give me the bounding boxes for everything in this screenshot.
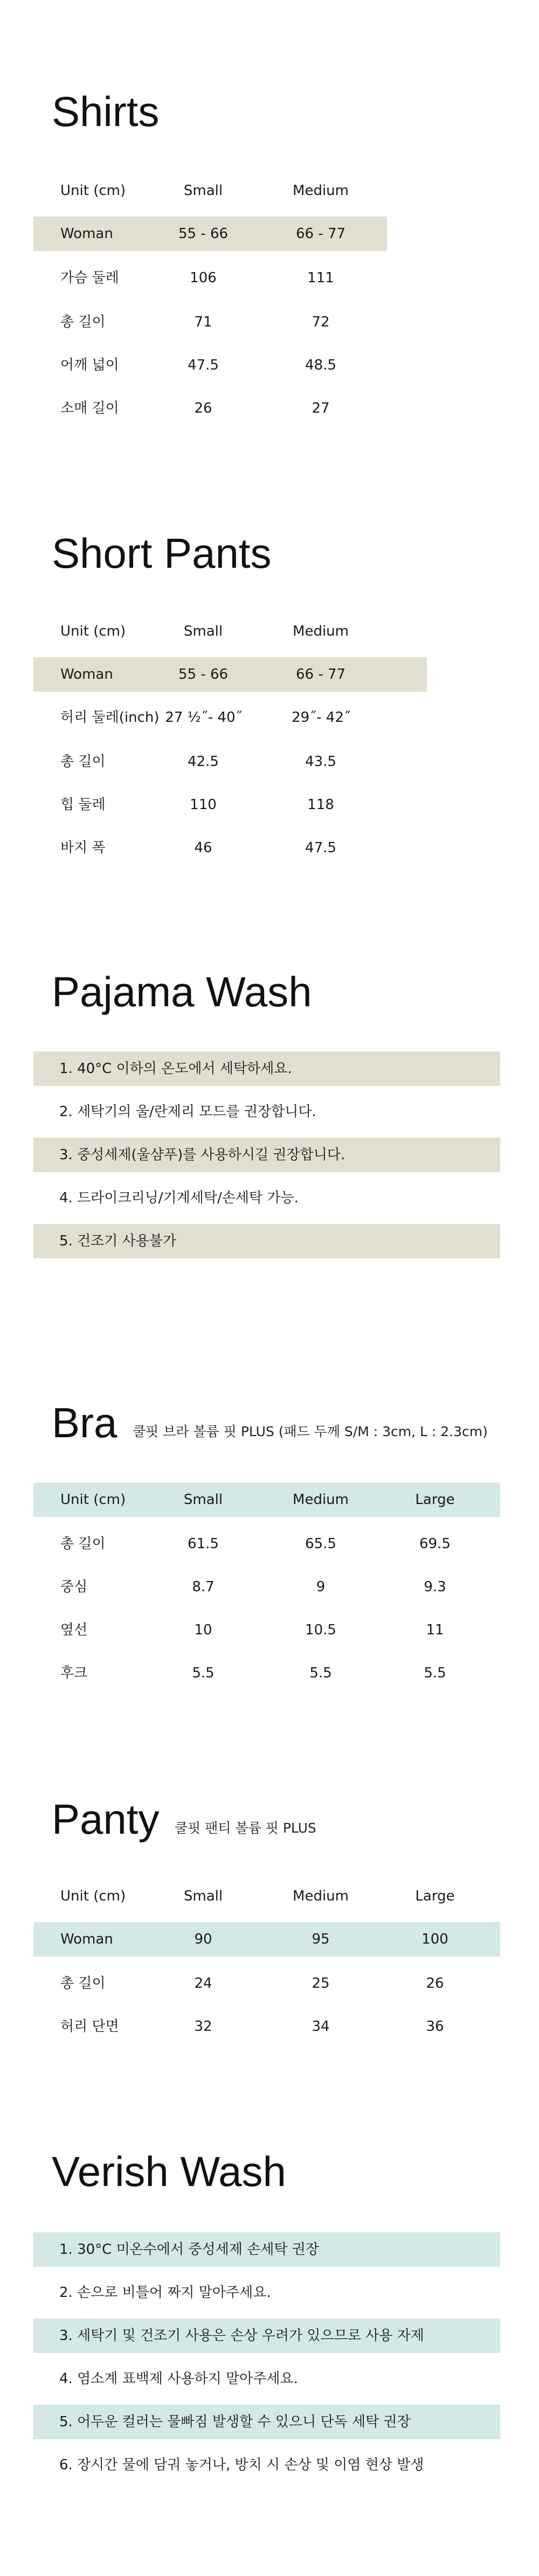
- pajama-wash-item: [33, 1138, 500, 1172]
- header-small: Small: [183, 1888, 223, 1904]
- header-unit: Unit (cm): [60, 1492, 126, 1508]
- cell-large: 9.3: [424, 1579, 446, 1595]
- wash-text: 1. 40°C 이하의 온도에서 세탁하세요.: [59, 1061, 292, 1077]
- row-label: 총 길이: [60, 754, 106, 770]
- row-label: Woman: [60, 1931, 113, 1947]
- row-label: 허리 둘레(inch): [60, 709, 160, 726]
- bra-header-row: [33, 1482, 500, 1517]
- header-small: Small: [183, 623, 223, 639]
- cell-small: 42.5: [188, 754, 219, 770]
- cell-small: 10: [194, 1622, 212, 1638]
- cell-medium: 47.5: [305, 840, 336, 856]
- shirts-row-shoulder: [33, 348, 387, 382]
- verish-wash-title: Verish Wash: [52, 2148, 286, 2195]
- row-label: Woman: [60, 226, 113, 242]
- row-label: 어깨 넓이: [60, 357, 119, 373]
- wash-text: 1. 30°C 미온수에서 중성세제 손세탁 권장: [59, 2241, 319, 2258]
- cell-large: 5.5: [424, 1665, 446, 1681]
- cell-small: 71: [194, 314, 212, 330]
- pajama-wash-item: [33, 1224, 500, 1258]
- cell-large: 36: [426, 2018, 444, 2035]
- row-label: 바지 폭: [60, 840, 106, 856]
- cell-medium: 118: [307, 797, 334, 813]
- cell-medium: 27: [312, 400, 330, 416]
- verish-wash-item: [33, 2362, 500, 2396]
- bra-row-center: [33, 1570, 500, 1604]
- verish-wash-item: [33, 2275, 500, 2310]
- short-pants-title: Short Pants: [52, 530, 272, 577]
- header-unit: Unit (cm): [60, 623, 126, 639]
- cell-large: 69.5: [419, 1536, 451, 1552]
- header-medium: Medium: [293, 623, 349, 639]
- header-medium: Medium: [293, 1888, 349, 1904]
- cell-large: 11: [426, 1622, 444, 1638]
- cell-medium: 66 - 77: [295, 226, 346, 242]
- bra-title: Bra: [52, 1399, 118, 1446]
- cell-medium: 29˝- 42˝: [292, 709, 351, 726]
- row-label: 총 길이: [60, 314, 106, 330]
- cell-medium: 65.5: [305, 1536, 336, 1552]
- header-unit: Unit (cm): [60, 1888, 126, 1904]
- wash-text: 5. 어두운 컬러는 물빠짐 발생할 수 있으니 단독 세탁 권장: [59, 2414, 411, 2430]
- bra-row-side: [33, 1613, 500, 1647]
- cell-large: 100: [421, 1931, 448, 1947]
- shirts-row-length: [33, 305, 387, 339]
- header-large: Large: [415, 1492, 455, 1508]
- cell-small: 61.5: [188, 1536, 219, 1552]
- wash-text: 2. 손으로 비틀어 짜지 말아주세요.: [59, 2285, 271, 2301]
- header-unit: Unit (cm): [60, 183, 126, 199]
- verish-wash-item: [33, 2319, 500, 2353]
- shirts-row-woman: [33, 217, 387, 251]
- cell-small: 55 - 66: [178, 226, 229, 242]
- row-label: 후크: [60, 1665, 88, 1681]
- verish-wash-item: [33, 2232, 500, 2267]
- cell-medium: 48.5: [305, 357, 336, 373]
- bra-subtitle: 쿨핏 브라 볼륨 핏 PLUS (패드 두께 S/M : 3cm, L : 2.3cm): [133, 1424, 488, 1439]
- panty-header-row: [33, 1879, 500, 1913]
- panty-row-waist: [33, 2009, 500, 2044]
- header-small: Small: [183, 1492, 223, 1508]
- header-medium: Medium: [293, 1492, 349, 1508]
- header-large: Large: [415, 1888, 455, 1904]
- panty-row-woman: [33, 1922, 500, 1957]
- wash-text: 4. 염소계 표백제 사용하지 말아주세요.: [59, 2371, 298, 2387]
- wash-text: 2. 세탁기의 울/란제리 모드를 권장합니다.: [59, 1104, 316, 1120]
- panty-title: Panty: [52, 1795, 160, 1843]
- wash-text: 6. 장시간 물에 담궈 놓거나, 방치 시 손상 및 이염 현상 발생: [59, 2457, 424, 2473]
- pants-row-woman: [33, 657, 427, 692]
- cell-medium: 10.5: [305, 1622, 336, 1638]
- header-small: Small: [183, 183, 223, 199]
- cell-small: 32: [194, 2018, 212, 2035]
- pants-row-hip: [33, 788, 427, 822]
- shirts-row-sleeve: [33, 391, 387, 426]
- shirts-header-row: [33, 173, 387, 208]
- shirts-title: Shirts: [52, 88, 160, 135]
- row-label: 힙 둘레: [60, 797, 106, 813]
- wash-text: 5. 건조기 사용불가: [59, 1233, 177, 1249]
- shirts-row-chest: [33, 261, 387, 295]
- pajama-wash-title: Pajama Wash: [52, 968, 312, 1015]
- cell-medium: 9: [316, 1579, 326, 1595]
- pajama-wash-item: [33, 1181, 500, 1215]
- row-label: 총 길이: [60, 1536, 106, 1552]
- pants-row-length: [33, 744, 427, 779]
- cell-medium: 43.5: [305, 754, 336, 770]
- cell-small: 8.7: [192, 1579, 215, 1595]
- cell-medium: 5.5: [309, 1665, 332, 1681]
- cell-medium: 95: [312, 1931, 330, 1947]
- wash-text: 4. 드라이크리닝/기계세탁/손세탁 가능.: [59, 1190, 299, 1206]
- cell-small: 55 - 66: [178, 666, 229, 683]
- cell-small: 5.5: [192, 1665, 215, 1681]
- row-label: 중심: [60, 1579, 88, 1595]
- verish-wash-item: [33, 2448, 500, 2482]
- row-label: 소매 길이: [60, 400, 119, 416]
- cell-medium: 72: [312, 314, 330, 330]
- bra-row-length: [33, 1527, 500, 1561]
- cell-small: 46: [194, 840, 212, 856]
- cell-medium: 111: [307, 270, 334, 286]
- pants-row-leg-width: [33, 831, 427, 865]
- wash-text: 3. 중성세제(울샴푸)를 사용하시길 권장합니다.: [59, 1147, 345, 1163]
- header-medium: Medium: [293, 183, 349, 199]
- cell-large: 26: [426, 1975, 444, 1992]
- row-label: 가슴 둘레: [60, 270, 119, 286]
- verish-wash-item: [33, 2405, 500, 2439]
- row-label: 총 길이: [60, 1975, 106, 1992]
- row-label: Woman: [60, 666, 113, 683]
- cell-small: 27 ½˝- 40˝: [165, 709, 243, 726]
- row-label: 허리 단면: [60, 2018, 119, 2035]
- cell-medium: 66 - 77: [295, 666, 346, 683]
- wash-text: 3. 세탁기 및 건조기 사용은 손상 우려가 있으므로 사용 자제: [59, 2328, 424, 2344]
- cell-small: 110: [190, 797, 217, 813]
- pajama-wash-item: [33, 1052, 500, 1086]
- panty-row-length: [33, 1966, 500, 2001]
- cell-medium: 25: [312, 1975, 330, 1992]
- cell-medium: 34: [312, 2018, 330, 2035]
- pants-row-waist: [33, 700, 427, 735]
- cell-small: 26: [194, 400, 212, 416]
- cell-small: 90: [194, 1931, 212, 1947]
- panty-subtitle: 쿨핏 팬티 볼륨 핏 PLUS: [175, 1820, 316, 1836]
- row-label: 옆선: [60, 1622, 88, 1638]
- cell-small: 106: [190, 270, 217, 286]
- pants-header-row: [33, 614, 427, 649]
- bra-row-hook: [33, 1656, 500, 1690]
- cell-small: 24: [194, 1975, 212, 1992]
- pajama-wash-item: [33, 1095, 500, 1129]
- cell-small: 47.5: [188, 357, 219, 373]
